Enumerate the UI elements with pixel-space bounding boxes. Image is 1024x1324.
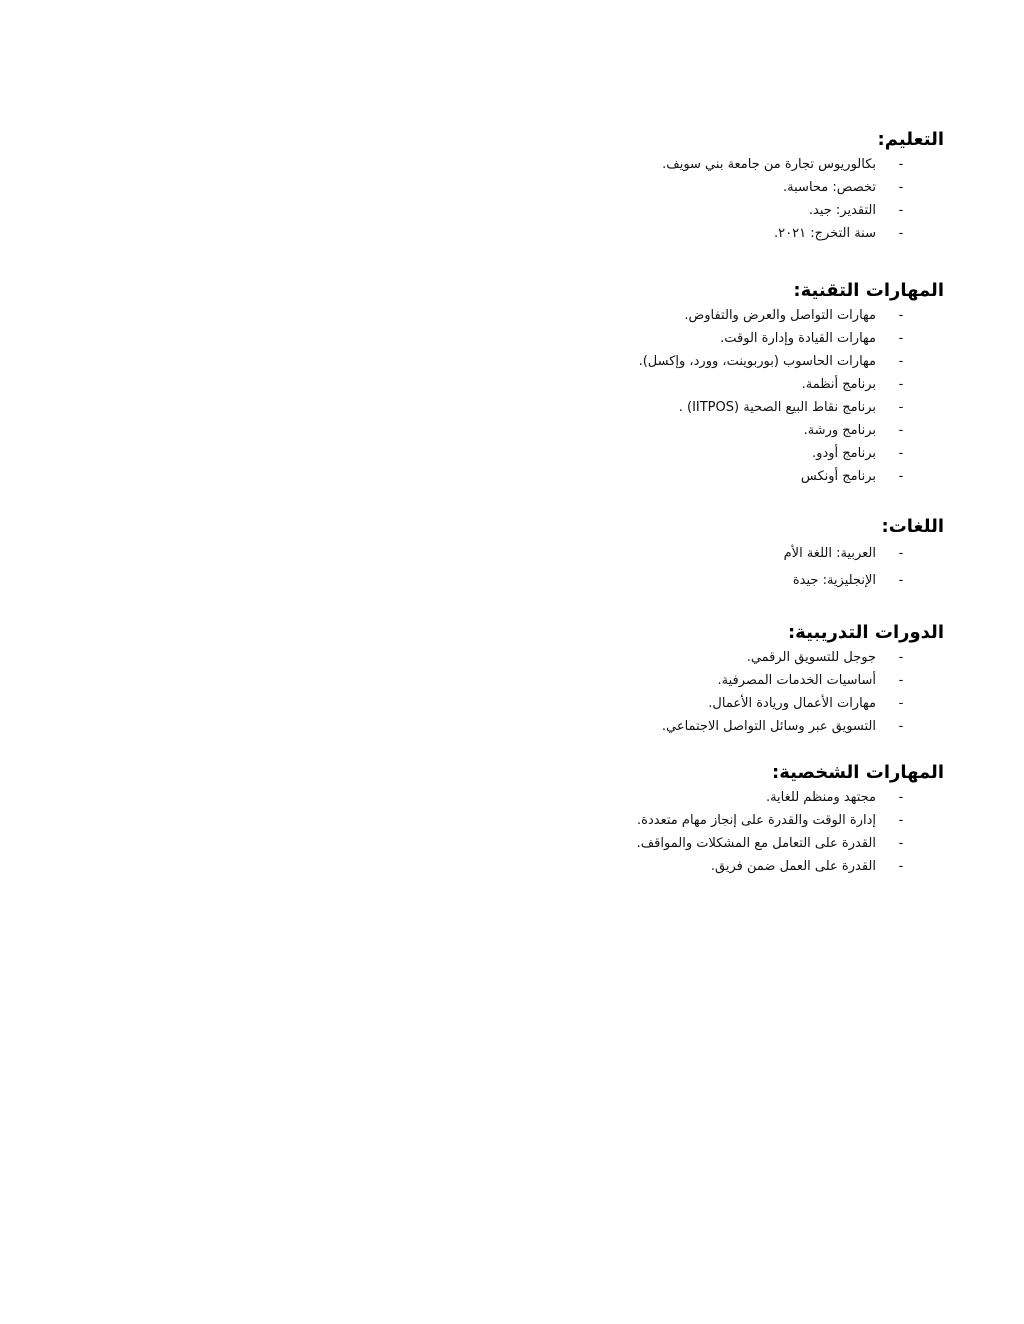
bullet-dash: -: [898, 446, 904, 461]
list-item: [424, 153, 944, 176]
list-item: [424, 786, 944, 809]
list-item-text: مهارات الحاسوب (بوربوينت، وورد، وإكسل).: [638, 354, 876, 369]
languages-section: [424, 514, 944, 594]
education-list: [424, 153, 944, 245]
bullet-dash: -: [898, 203, 904, 218]
personal-skills-heading: المهارات الشخصية:: [772, 762, 944, 783]
list-item: [424, 373, 944, 396]
list-item-text: أساسيات الخدمات المصرفية.: [717, 673, 876, 688]
bullet-dash: -: [898, 308, 904, 323]
languages-list: [424, 540, 944, 594]
bullet-dash: -: [898, 813, 904, 828]
languages-heading: اللغات:: [881, 516, 944, 537]
technical-skills-list: [424, 304, 944, 488]
list-item: [424, 669, 944, 692]
list-item-text: برنامج أونكس: [800, 469, 876, 484]
bullet-dash: -: [898, 650, 904, 665]
bullet-dash: -: [898, 469, 904, 484]
bullet-dash: -: [898, 673, 904, 688]
list-item: [424, 419, 944, 442]
list-item: [424, 540, 944, 567]
list-item-text: سنة التخرج: ٢٠٢١.: [774, 226, 876, 241]
list-item-text: جوجل للتسويق الرقمي.: [746, 650, 876, 665]
list-item-text: برنامج أنظمة.: [801, 377, 876, 392]
list-item-text: إدارة الوقت والقدرة على إنجاز مهام متعددة.: [637, 813, 876, 828]
list-item: [424, 715, 944, 738]
bullet-dash: -: [898, 546, 904, 561]
bullet-dash: -: [898, 226, 904, 241]
education-section: [424, 127, 944, 245]
list-item-text: العربية: اللغة الأم: [783, 546, 876, 561]
list-item-text: مهارات الأعمال وريادة الأعمال.: [708, 696, 876, 711]
bullet-dash: -: [898, 377, 904, 392]
list-item-text: مهارات القيادة وإدارة الوقت.: [720, 331, 876, 346]
list-item: [424, 855, 944, 878]
list-item: [424, 832, 944, 855]
list-item-text: مجتهد ومنظم للغاية.: [765, 790, 876, 805]
list-item-text: التسويق عبر وسائل التواصل الاجتماعي.: [661, 719, 876, 734]
personal-skills-section: [424, 760, 944, 878]
bullet-dash: -: [898, 331, 904, 346]
list-item: [424, 692, 944, 715]
bullet-dash: -: [898, 573, 904, 588]
list-item-text: تخصص: محاسبة.: [783, 180, 876, 195]
bullet-dash: -: [898, 719, 904, 734]
list-item: [424, 304, 944, 327]
list-item: [424, 442, 944, 465]
list-item: [424, 199, 944, 222]
technical-skills-heading: المهارات التقنية:: [793, 280, 944, 301]
personal-skills-list: [424, 786, 944, 878]
bullet-dash: -: [898, 157, 904, 172]
bullet-dash: -: [898, 836, 904, 851]
list-item-text: برنامج ورشة.: [803, 423, 876, 438]
list-item-text: القدرة على التعامل مع المشكلات والمواقف.: [636, 836, 876, 851]
list-item: [424, 350, 944, 373]
list-item: [424, 646, 944, 669]
list-item: [424, 465, 944, 488]
list-item-text: الإنجليزية: جيدة: [792, 573, 876, 588]
list-item-text: القدرة على العمل ضمن فريق.: [710, 859, 876, 874]
courses-list: [424, 646, 944, 738]
education-heading: التعليم:: [877, 129, 944, 150]
bullet-dash: -: [898, 696, 904, 711]
technical-skills-section: [424, 278, 944, 488]
list-item-text: برنامج نقاط البيع الصحية (IITPOS) .: [678, 400, 876, 415]
bullet-dash: -: [898, 400, 904, 415]
courses-heading: الدورات التدريبية:: [787, 622, 944, 643]
bullet-dash: -: [898, 859, 904, 874]
list-item-text: مهارات التواصل والعرض والتفاوض.: [684, 308, 876, 323]
list-item: [424, 327, 944, 350]
list-item: [424, 176, 944, 199]
bullet-dash: -: [898, 790, 904, 805]
list-item-text: التقدير: جيد.: [808, 203, 876, 218]
bullet-dash: -: [898, 423, 904, 438]
list-item: [424, 567, 944, 594]
list-item-text: بكالوريوس تجارة من جامعة بني سويف.: [662, 157, 876, 172]
bullet-dash: -: [898, 354, 904, 369]
list-item-text: برنامج أودو.: [812, 446, 876, 461]
list-item: [424, 396, 944, 419]
courses-section: [424, 620, 944, 738]
list-item: [424, 222, 944, 245]
list-item: [424, 809, 944, 832]
bullet-dash: -: [898, 180, 904, 195]
